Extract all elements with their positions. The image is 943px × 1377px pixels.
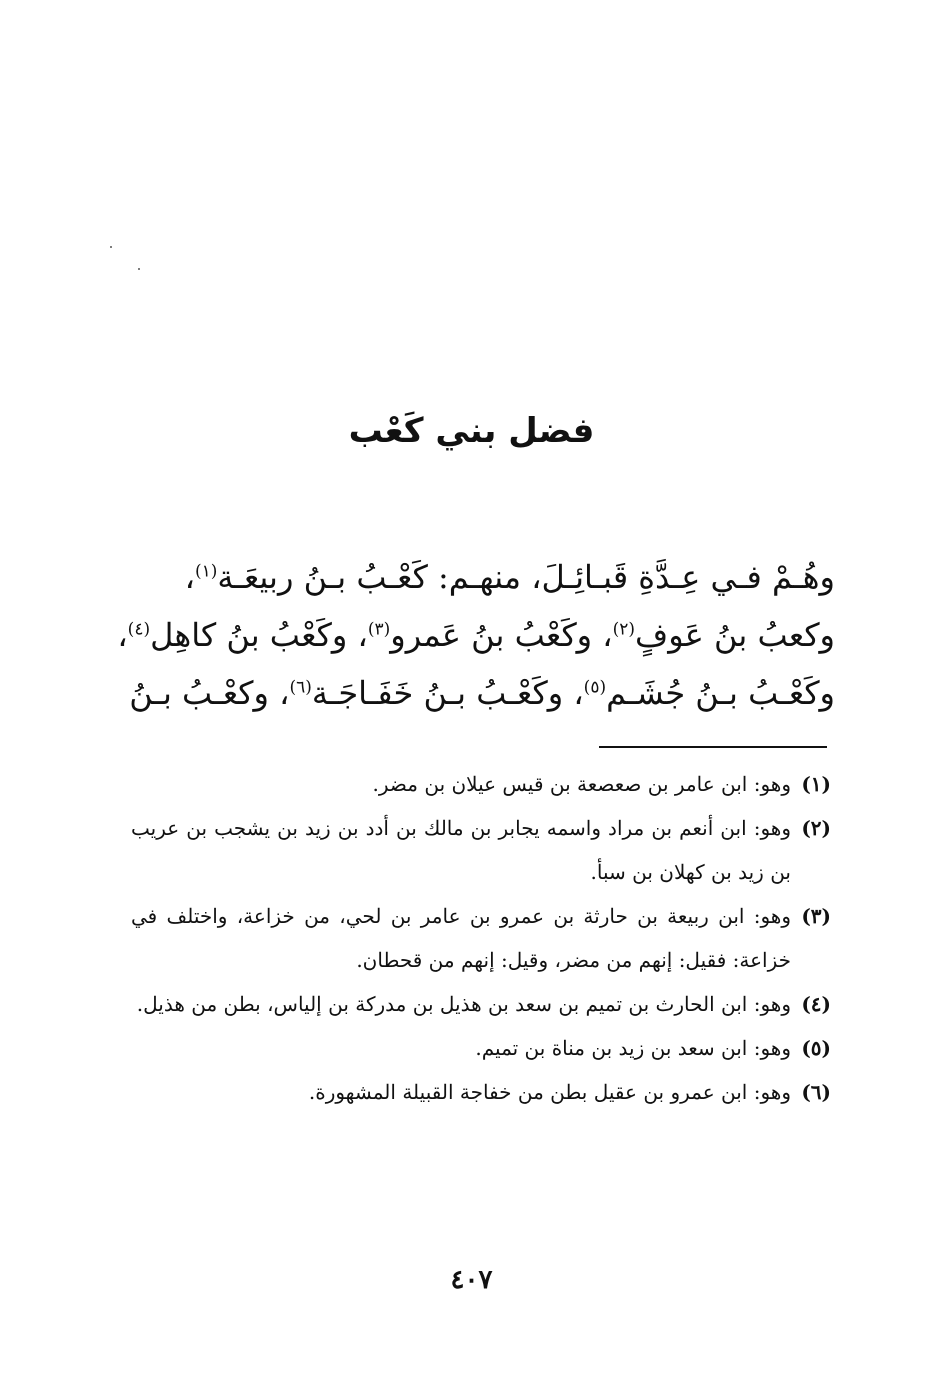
footnote-text: وهو: ابن سعد بن زيد بن مناة بن تميم. (475, 1036, 791, 1060)
scan-speck (110, 246, 112, 248)
footnote-4 (131, 982, 831, 1026)
footnote-marker-4: (٤) (127, 619, 151, 640)
footnote-number: (١) (801, 772, 831, 796)
footnote-marker-1: (١) (194, 561, 218, 582)
scan-speck (138, 268, 140, 270)
footnote-marker-3: (٣) (367, 619, 391, 640)
body-line-1: وهُـمْ فـي عِـدَّةِ قَبـائِـلَ، منهـم: كَعْـبُ بـنُ ربيعَـة$^{(١)}$، (184, 558, 835, 596)
footnote-separator (599, 746, 827, 748)
footnote-number: (٦) (801, 1080, 831, 1104)
chapter-title: فضل بني كَعْب (348, 410, 595, 451)
footnote-marker-5: (٥) (583, 677, 607, 698)
footnote-marker-2: (٢) (612, 619, 636, 640)
footnote-number: (٤) (801, 992, 831, 1016)
footnote-number: (٣) (801, 904, 831, 928)
body-paragraph (105, 548, 835, 722)
footnote-5 (131, 1026, 831, 1070)
body-line-2: وكعبُ بنُ عَوفٍ$^{(٢)}$، وكَعْبُ بنُ عَمرو$^{(٣)}$، وكَعْبُ بنُ كاهِل$^{(٤)}$، (117, 616, 835, 654)
body-line-3: وكَعْـبُ بـنُ جُشَـم$^{(٥)}$، وكَعْـبُ بـنُ خَفَـاجَـة$^{(٦)}$، وكعْـبُ بـنُ (129, 674, 835, 712)
footnote-number: (٢) (801, 816, 831, 840)
footnotes-section (131, 762, 831, 1114)
footnote-text: وهو: ابن الحارث بن تميم بن سعد بن هذيل بن مدركة بن إلياس، بطن من هذيل. (136, 992, 791, 1016)
footnote-text: وهو: ابن عامر بن صعصعة بن قيس عيلان بن مضر. (372, 772, 791, 796)
footnote-text: وهو: ابن أنعم بن مراد واسمه يجابر بن مالك بن أدد بن زيد بن يشجب بن عريب بن زيد بن كهلان بن سبأ. (131, 816, 791, 884)
footnote-1 (131, 762, 831, 806)
footnote-number: (٥) (801, 1036, 831, 1060)
footnote-text: وهو: ابن عمرو بن عقيل بطن من خفاجة القبيلة المشهورة. (308, 1080, 791, 1104)
footnote-2 (131, 806, 831, 894)
footnote-6 (131, 1070, 831, 1114)
page-number: ٤٠٧ (450, 1265, 493, 1295)
footnote-3 (131, 894, 831, 982)
footnote-text: وهو: ابن ربيعة بن حارثة بن عمرو بن عامر بن لحي، من خزاعة، واختلف في خزاعة: فقيل: إنهم من مضر، وقيل: إنهم من قحطان. (131, 904, 791, 972)
footnote-marker-6: (٦) (289, 677, 312, 698)
